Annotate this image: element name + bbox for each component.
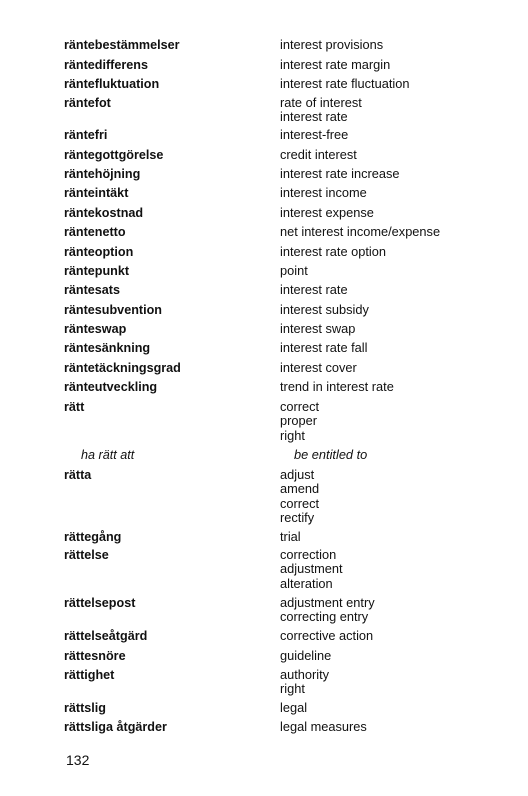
glossary-definition: correct bbox=[280, 495, 320, 511]
glossary-definitions bbox=[280, 720, 367, 734]
glossary-definitions bbox=[280, 596, 375, 625]
glossary-term: ränteutveckling bbox=[64, 380, 158, 394]
glossary-term: rättslig bbox=[64, 701, 106, 715]
glossary-term: räntedifferens bbox=[64, 58, 148, 72]
glossary-term: rättelse bbox=[64, 548, 109, 562]
glossary-definitions bbox=[280, 629, 373, 643]
glossary-definitions bbox=[280, 148, 357, 162]
glossary-definition: legal measures bbox=[280, 719, 367, 734]
glossary-definition: be entitled to bbox=[294, 447, 368, 462]
glossary-definition: trial bbox=[280, 529, 301, 544]
glossary-definitions bbox=[280, 668, 329, 697]
glossary-term: ränteoption bbox=[64, 245, 134, 259]
glossary-definition: adjustment bbox=[280, 561, 343, 577]
glossary-definition: correcting entry bbox=[280, 609, 369, 625]
glossary-definitions bbox=[280, 283, 348, 297]
glossary-term: räntehöjning bbox=[64, 167, 141, 181]
glossary-definition: interest rate fall bbox=[280, 340, 368, 355]
glossary-definitions bbox=[280, 128, 348, 142]
glossary-definitions bbox=[280, 186, 367, 200]
glossary-definitions bbox=[280, 400, 319, 443]
glossary-definitions bbox=[280, 548, 343, 591]
glossary-definition: authority bbox=[280, 667, 330, 682]
glossary-definitions bbox=[280, 361, 357, 375]
glossary-term: rätta bbox=[64, 468, 92, 482]
glossary-term: rättelseåtgärd bbox=[64, 629, 148, 643]
glossary-definitions bbox=[280, 468, 319, 525]
glossary-definitions bbox=[280, 322, 355, 336]
glossary-definitions bbox=[280, 245, 386, 259]
glossary-definition: interest income bbox=[280, 185, 367, 200]
glossary-definition: net interest income/expense bbox=[280, 224, 441, 239]
glossary-term: räntesats bbox=[64, 283, 121, 297]
glossary-term: räntefluktuation bbox=[64, 77, 160, 91]
glossary-definition: trend in interest rate bbox=[280, 379, 394, 394]
glossary-definition: rectify bbox=[280, 509, 315, 525]
glossary-definition: rate of interest bbox=[280, 95, 362, 110]
glossary-term: ränteintäkt bbox=[64, 186, 129, 200]
glossary-definitions bbox=[280, 58, 390, 72]
glossary-definition: interest swap bbox=[280, 321, 356, 336]
glossary-term: ränteswap bbox=[64, 322, 127, 336]
glossary-definition: point bbox=[280, 263, 308, 278]
glossary-definition: credit interest bbox=[280, 147, 357, 162]
glossary-definitions bbox=[280, 380, 394, 394]
glossary-definition: interest rate fluctuation bbox=[280, 76, 410, 91]
glossary-term: rättegång bbox=[64, 530, 122, 544]
glossary-definitions bbox=[280, 38, 383, 52]
glossary-phrase: ha rätt att bbox=[81, 448, 135, 462]
glossary-definition: legal bbox=[280, 700, 308, 715]
glossary-term: räntesubvention bbox=[64, 303, 162, 317]
glossary-definition: guideline bbox=[280, 648, 332, 663]
glossary-definition: right bbox=[280, 427, 305, 443]
glossary-term: räntenetto bbox=[64, 225, 126, 239]
glossary-definition: interest rate increase bbox=[280, 166, 400, 181]
glossary-term: räntesänkning bbox=[64, 341, 151, 355]
glossary-definitions bbox=[280, 341, 368, 355]
glossary-definition: adjustment entry bbox=[280, 595, 375, 610]
glossary-definition: interest-free bbox=[280, 127, 349, 142]
glossary-term: räntefri bbox=[64, 128, 108, 142]
glossary-term: räntetäckningsgrad bbox=[64, 361, 181, 375]
glossary-definition: corrective action bbox=[280, 628, 374, 643]
glossary-definition: interest provisions bbox=[280, 37, 384, 52]
glossary-term: räntekostnad bbox=[64, 206, 144, 220]
glossary-definitions bbox=[280, 77, 409, 91]
glossary-definition: right bbox=[280, 681, 305, 697]
glossary-definitions bbox=[280, 206, 374, 220]
glossary-definition: correction bbox=[280, 547, 337, 562]
glossary-definitions bbox=[280, 167, 400, 181]
glossary-definitions bbox=[280, 225, 440, 239]
glossary-term: rättesnöre bbox=[64, 649, 126, 663]
glossary-definitions bbox=[294, 448, 367, 462]
glossary-term: rätt bbox=[64, 400, 85, 414]
glossary-definition: alteration bbox=[280, 575, 333, 591]
glossary-term: rättelsepost bbox=[64, 596, 136, 610]
glossary-definition: interest cover bbox=[280, 360, 357, 375]
glossary-definitions bbox=[280, 264, 308, 278]
glossary-definition: correct bbox=[280, 399, 320, 414]
glossary-definition: interest expense bbox=[280, 205, 374, 220]
glossary-definition: interest subsidy bbox=[280, 302, 369, 317]
glossary-definition: amend bbox=[280, 481, 320, 497]
page-number: 132 bbox=[66, 752, 90, 768]
glossary-definitions bbox=[280, 701, 307, 715]
glossary-definition: proper bbox=[280, 413, 317, 429]
glossary-definitions bbox=[280, 649, 331, 663]
glossary-term: räntebestämmelser bbox=[64, 38, 180, 52]
glossary-term: räntegottgörelse bbox=[64, 148, 164, 162]
glossary-definition: interest rate option bbox=[280, 244, 386, 259]
glossary-definition: interest rate margin bbox=[280, 57, 391, 72]
glossary-definitions bbox=[280, 530, 301, 544]
glossary-term: räntefot bbox=[64, 96, 111, 110]
glossary-term: rättsliga åtgärder bbox=[64, 720, 167, 734]
glossary-definition: interest rate bbox=[280, 282, 348, 297]
glossary-definitions bbox=[280, 96, 362, 125]
glossary-definition: interest rate bbox=[280, 109, 348, 125]
glossary-definitions bbox=[280, 303, 369, 317]
glossary-term: räntepunkt bbox=[64, 264, 130, 278]
glossary-term: rättighet bbox=[64, 668, 115, 682]
glossary-definition: adjust bbox=[280, 467, 315, 482]
